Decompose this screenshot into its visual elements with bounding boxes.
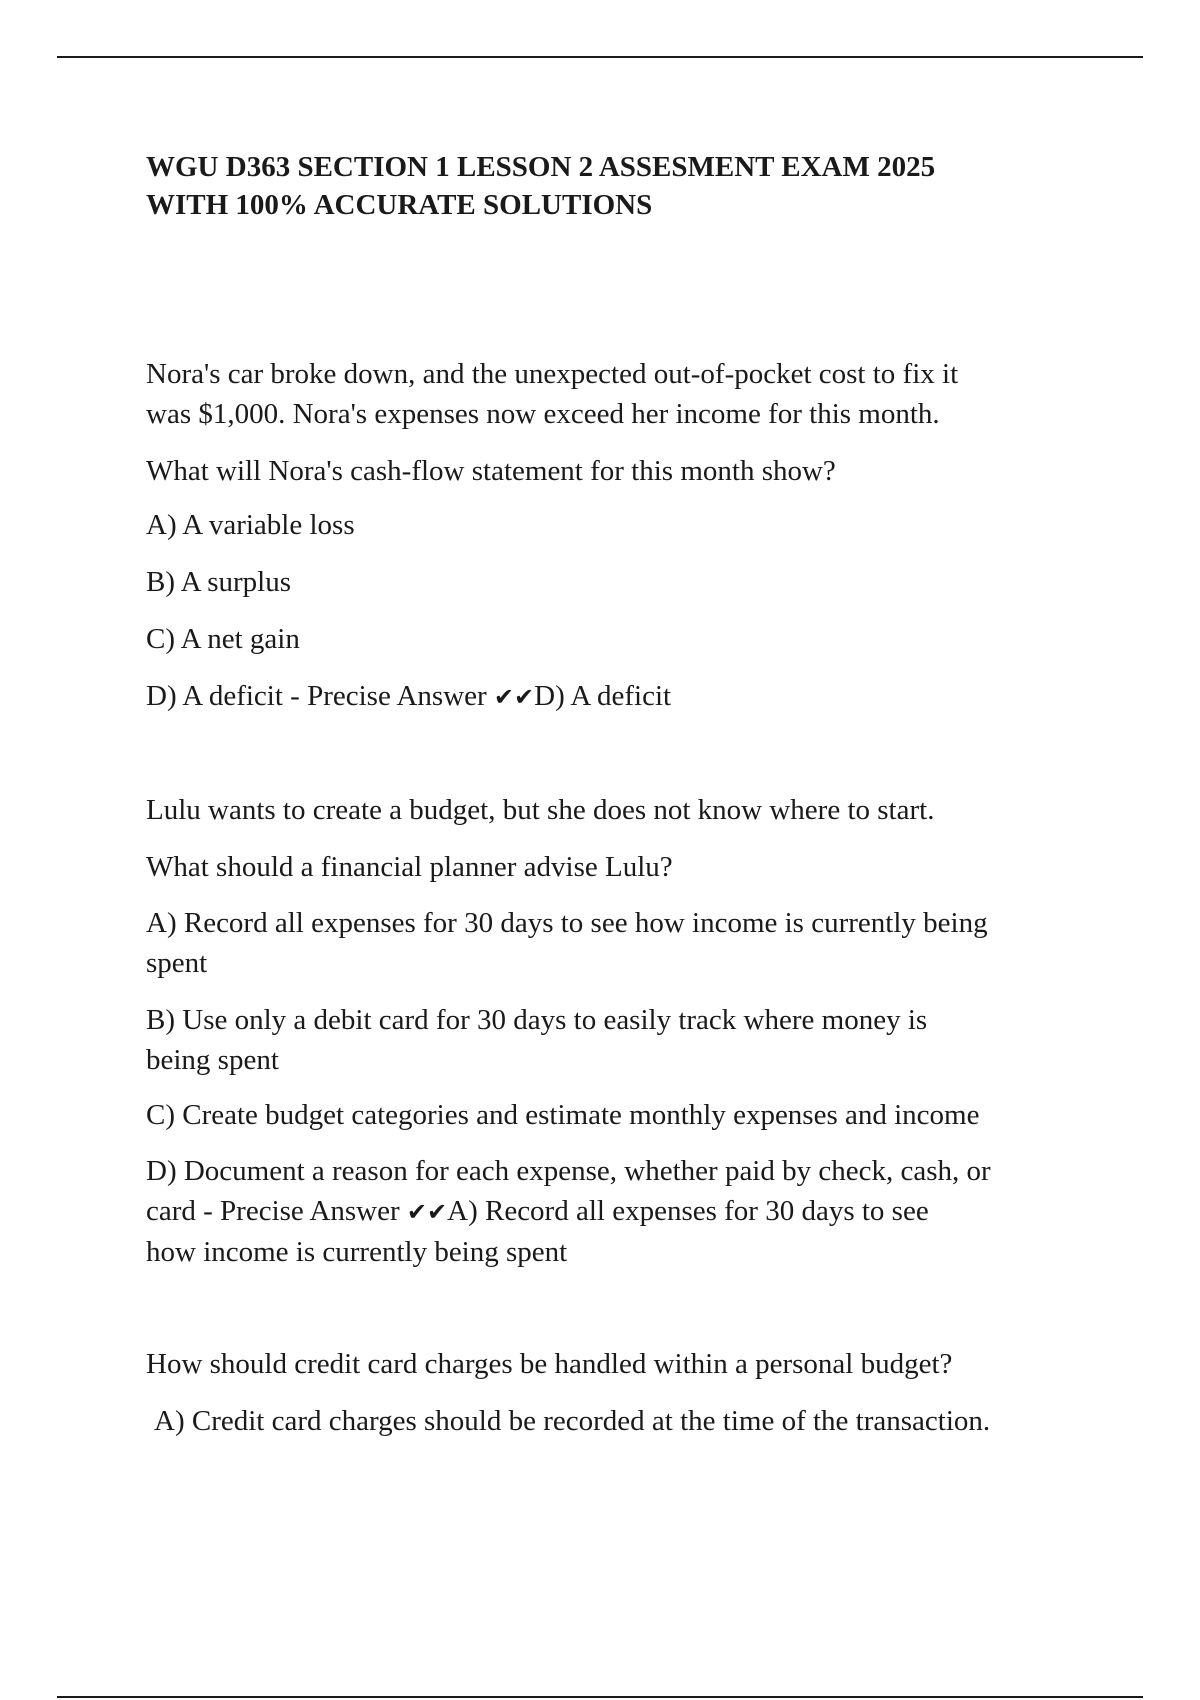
question-1-prompt: What will Nora's cash-flow statement for this month show? xyxy=(146,455,836,487)
title-line: WITH 100% ACCURATE SOLUTIONS xyxy=(146,189,653,221)
page-title xyxy=(146,148,1106,224)
question-1-option-a: A) A variable loss xyxy=(146,509,355,541)
answer-text: A) Record all expenses for 30 days to see xyxy=(447,1195,929,1227)
option-line: how income is currently being spent xyxy=(146,1236,568,1268)
question-2-option-c: C) Create budget categories and estimate monthly expenses and income xyxy=(146,1099,980,1131)
option-line: D) Document a reason for each expense, whether paid by check, cash, or xyxy=(146,1155,991,1187)
title-line: WGU D363 SECTION 1 LESSON 2 ASSESMENT EXAM 2025 xyxy=(146,151,936,183)
question-2-option-b xyxy=(146,1000,1086,1080)
option-line: being spent xyxy=(146,1044,279,1076)
question-1-option-d xyxy=(146,676,1086,717)
question-2-prompt: What should a financial planner advise Lulu? xyxy=(146,851,673,883)
check-marks-icon: ✔✔ xyxy=(493,683,535,711)
option-d-text: D) A deficit - Precise Answer xyxy=(146,680,494,712)
option-d-text: card - Precise Answer xyxy=(146,1195,407,1227)
top-rule xyxy=(57,56,1143,58)
question-2-stem: Lulu wants to create a budget, but she does not know where to start. xyxy=(146,794,935,826)
question-2-option-d xyxy=(146,1151,1086,1272)
question-2-option-a xyxy=(146,903,1086,983)
question-3-option-a: A) Credit card charges should be recorded at the time of the transaction. xyxy=(154,1405,991,1437)
option-line xyxy=(146,1191,1086,1232)
answer-text: D) A deficit xyxy=(534,680,672,712)
bottom-rule xyxy=(57,1696,1143,1698)
check-marks-icon: ✔✔ xyxy=(406,1198,448,1226)
stem-line: was $1,000. Nora's expenses now exceed her income for this month. xyxy=(146,398,940,430)
question-1-stem xyxy=(146,354,1086,434)
stem-line: Nora's car broke down, and the unexpected out-of-pocket cost to fix it xyxy=(146,358,959,390)
option-line: spent xyxy=(146,947,208,979)
question-3-stem: How should credit card charges be handled within a personal budget? xyxy=(146,1348,953,1380)
option-line: B) Use only a debit card for 30 days to easily track where money is xyxy=(146,1004,928,1036)
question-1-option-c: C) A net gain xyxy=(146,623,300,655)
question-1-option-b: B) A surplus xyxy=(146,566,292,598)
option-line: A) Record all expenses for 30 days to see how income is currently being xyxy=(146,907,988,939)
